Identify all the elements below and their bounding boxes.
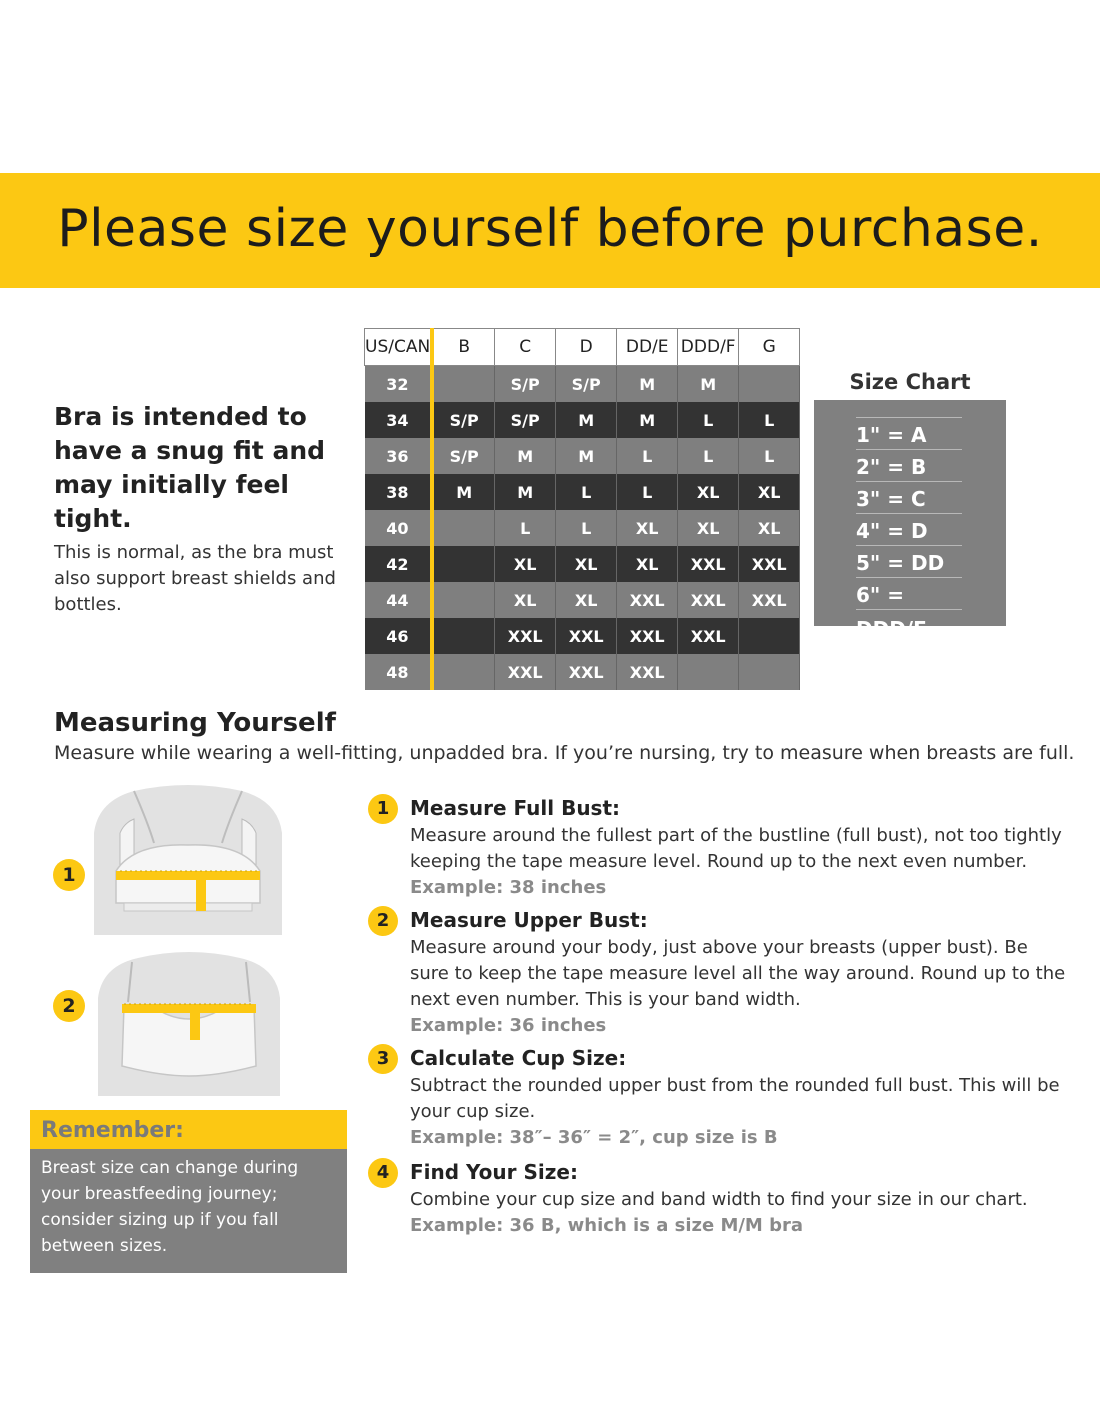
size-cell: S/P xyxy=(495,402,556,438)
band-size-cell: 42 xyxy=(365,546,433,582)
size-table xyxy=(364,328,800,690)
step-title: Measure Full Bust: xyxy=(410,796,621,820)
step-item xyxy=(368,905,1068,1039)
size-cell: S/P xyxy=(432,402,495,438)
remember-title: Remember: xyxy=(30,1110,347,1149)
size-cell: XXL xyxy=(495,654,556,690)
size-cell: M xyxy=(617,366,678,403)
size-chart-item: 3" = C xyxy=(856,482,962,514)
column-header: D xyxy=(556,329,617,366)
step-title: Measure Upper Bust: xyxy=(410,908,648,932)
measuring-title: Measuring Yourself xyxy=(54,708,336,738)
step-title: Calculate Cup Size: xyxy=(410,1046,627,1070)
remember-body: Breast size can change during your breastfeeding journey; consider sizing up if you fall between sizes. xyxy=(30,1149,347,1273)
size-cell xyxy=(432,618,495,654)
size-cell xyxy=(739,618,800,654)
size-cell: L xyxy=(617,474,678,510)
table-row xyxy=(365,474,800,510)
header-banner xyxy=(0,173,1100,288)
table-row xyxy=(365,582,800,618)
step-item xyxy=(368,1157,1068,1239)
step-item xyxy=(368,793,1068,901)
band-size-cell: 34 xyxy=(365,402,433,438)
size-cell: XL xyxy=(739,510,800,546)
remember-box xyxy=(30,1110,347,1273)
size-cell: XXL xyxy=(617,582,678,618)
step-text: Measure around the fullest part of the bustline (full bust), not too tightly keeping the tape measure level. Round up to the next even number. xyxy=(410,825,1062,872)
step-title: Find Your Size: xyxy=(410,1160,578,1184)
size-cell: XXL xyxy=(495,618,556,654)
size-cell xyxy=(432,546,495,582)
size-cell: XL xyxy=(495,546,556,582)
size-cell: S/P xyxy=(495,366,556,403)
size-chart-item: 1" = A xyxy=(856,418,962,450)
size-chart-list xyxy=(856,417,962,641)
size-cell: XL xyxy=(556,546,617,582)
size-cell: XXL xyxy=(617,618,678,654)
size-cell xyxy=(432,366,495,403)
step-number: 3 xyxy=(368,1044,398,1074)
table-header-row xyxy=(365,329,800,366)
column-header: G xyxy=(739,329,800,366)
step-number: 1 xyxy=(368,794,398,824)
size-cell: M xyxy=(678,366,739,403)
size-cell: XL xyxy=(678,474,739,510)
step-number: 4 xyxy=(368,1158,398,1188)
band-size-cell: 46 xyxy=(365,618,433,654)
size-cell: XXL xyxy=(678,546,739,582)
table-row xyxy=(365,366,800,403)
table-row xyxy=(365,618,800,654)
size-cell xyxy=(432,654,495,690)
size-cell: XXL xyxy=(678,582,739,618)
table-row xyxy=(365,510,800,546)
fit-note xyxy=(54,400,344,618)
size-cell: XL xyxy=(617,510,678,546)
size-cell: XL xyxy=(617,546,678,582)
table-row xyxy=(365,402,800,438)
page-title: Please size yourself before purchase. xyxy=(57,199,1043,259)
table-row xyxy=(365,546,800,582)
column-header: B xyxy=(432,329,495,366)
fit-note-body: This is normal, as the bra must also support breast shields and bottles. xyxy=(54,542,336,615)
size-cell: XXL xyxy=(678,618,739,654)
step-text: Combine your cup size and band width to find your size in our chart. xyxy=(410,1189,1028,1210)
upper-bust-illustration xyxy=(98,948,280,1096)
size-chart-item: 2" = B xyxy=(856,450,962,482)
size-chart-item: 4" = D xyxy=(856,514,962,546)
size-cell: S/P xyxy=(432,438,495,474)
size-cell xyxy=(739,366,800,403)
band-size-cell: 38 xyxy=(365,474,433,510)
size-cell: M xyxy=(495,438,556,474)
size-cell: XXL xyxy=(739,582,800,618)
step-text: Measure around your body, just above your breasts (upper bust). Be sure to keep the tape measure level all the way around. Round up to the next even number. This is your band width. xyxy=(410,937,1066,1010)
size-cell: L xyxy=(678,402,739,438)
size-chart-item: 5" = DD xyxy=(856,546,962,578)
band-size-cell: 48 xyxy=(365,654,433,690)
size-cell: XL xyxy=(495,582,556,618)
size-cell: M xyxy=(432,474,495,510)
size-chart-title: Size Chart xyxy=(849,370,971,394)
full-bust-illustration xyxy=(94,783,282,935)
size-cell: XL xyxy=(556,582,617,618)
size-cell xyxy=(678,654,739,690)
size-cell: L xyxy=(556,510,617,546)
size-cell xyxy=(739,654,800,690)
band-size-cell: 40 xyxy=(365,510,433,546)
size-cell xyxy=(432,510,495,546)
size-cell: L xyxy=(739,402,800,438)
step-text: Subtract the rounded upper bust from the rounded full bust. This will be your cup size. xyxy=(410,1075,1060,1122)
size-cell xyxy=(432,582,495,618)
band-size-cell: 44 xyxy=(365,582,433,618)
size-chart-key xyxy=(814,400,1006,641)
size-cell: L xyxy=(556,474,617,510)
table-row xyxy=(365,438,800,474)
size-cell: L xyxy=(495,510,556,546)
size-cell: XL xyxy=(678,510,739,546)
table-row xyxy=(365,654,800,690)
band-size-cell: 32 xyxy=(365,366,433,403)
step-item xyxy=(368,1043,1068,1151)
column-header: DDD/F xyxy=(678,329,739,366)
size-cell: L xyxy=(739,438,800,474)
size-cell: XXL xyxy=(617,654,678,690)
size-cell: S/P xyxy=(556,366,617,403)
size-cell: L xyxy=(617,438,678,474)
fit-note-heading: Bra is intended to have a snug fit and may initially feel tight. xyxy=(54,402,326,533)
size-chart-item: 6" = DDD/F xyxy=(856,578,962,610)
size-cell: M xyxy=(495,474,556,510)
size-cell: M xyxy=(556,438,617,474)
size-cell: M xyxy=(617,402,678,438)
size-cell: XL xyxy=(739,474,800,510)
size-cell: XXL xyxy=(556,618,617,654)
size-cell: M xyxy=(556,402,617,438)
column-header: US/CAN xyxy=(365,329,433,366)
size-cell: L xyxy=(678,438,739,474)
column-header: C xyxy=(495,329,556,366)
band-size-cell: 36 xyxy=(365,438,433,474)
step-example: Example: 38″– 36″ = 2″, cup size is B xyxy=(410,1127,778,1148)
step-example: Example: 36 B, which is a size M/M bra xyxy=(410,1215,804,1236)
illustration-marker-2: 2 xyxy=(53,990,85,1022)
column-header: DD/E xyxy=(617,329,678,366)
step-example: Example: 38 inches xyxy=(410,877,607,898)
size-cell: XXL xyxy=(556,654,617,690)
illustration-marker-1: 1 xyxy=(53,859,85,891)
step-number: 2 xyxy=(368,906,398,936)
step-example: Example: 36 inches xyxy=(410,1015,607,1036)
measuring-subtitle: Measure while wearing a well-fitting, unpadded bra. If you’re nursing, try to measure when breasts are full. xyxy=(54,742,1075,764)
steps-list xyxy=(368,793,1068,1239)
size-cell: XXL xyxy=(739,546,800,582)
